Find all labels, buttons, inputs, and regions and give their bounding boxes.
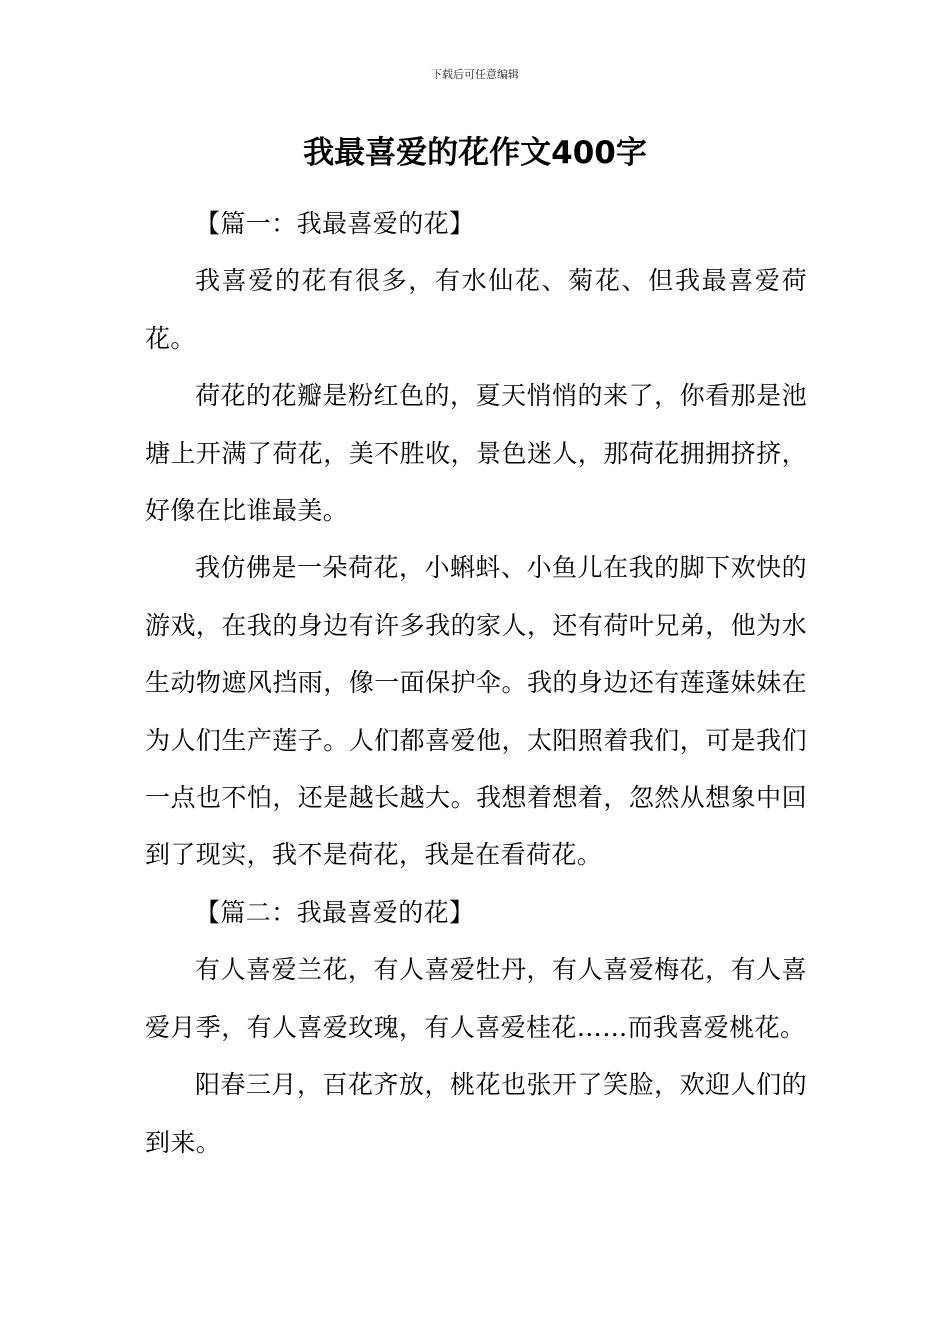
header-note: 下载后可任意编辑 xyxy=(431,68,519,81)
document-title: 我最喜爱的花作文400字 xyxy=(303,135,647,171)
paragraph: 荷花的花瓣是粉红色的，夏天悄悄的来了，你看那是池塘上开满了荷花，美不胜收，景色迷人，那荷花拥拥挤挤，好像在比谁最美。 xyxy=(145,381,807,526)
paragraph: 我喜爱的花有很多，有水仙花、菊花、但我最喜爱荷花。 xyxy=(145,266,807,353)
section-heading-1: 【篇一：我最喜爱的花】 xyxy=(195,209,475,238)
paragraph: 我仿佛是一朵荷花，小蝌蚪、小鱼儿在我的脚下欢快的游戏，在我的身边有许多我的家人，还有荷叶兄弟，他为水生动物遮风挡雨，像一面保护伞。我的身边还有莲蓬妹妹在为人们生产莲子。人们都喜爱他，太阳照着我们，可是我们一点也不怕，还是越长越大。我想着想着，忽然从想象中回到了现实，我不是荷花，我是在看荷花。 xyxy=(145,553,807,870)
section-heading-2: 【篇二：我最喜爱的花】 xyxy=(195,897,475,927)
document-body xyxy=(145,195,807,1171)
paragraph: 阳春三月，百花齐放，桃花也张开了笑脸，欢迎人们的到来。 xyxy=(145,1070,807,1157)
paragraph: 有人喜爱兰花，有人喜爱牡丹，有人喜爱梅花，有人喜爱月季，有人喜爱玫瑰，有人喜爱桂花……而我喜爱桃花。 xyxy=(145,955,807,1042)
